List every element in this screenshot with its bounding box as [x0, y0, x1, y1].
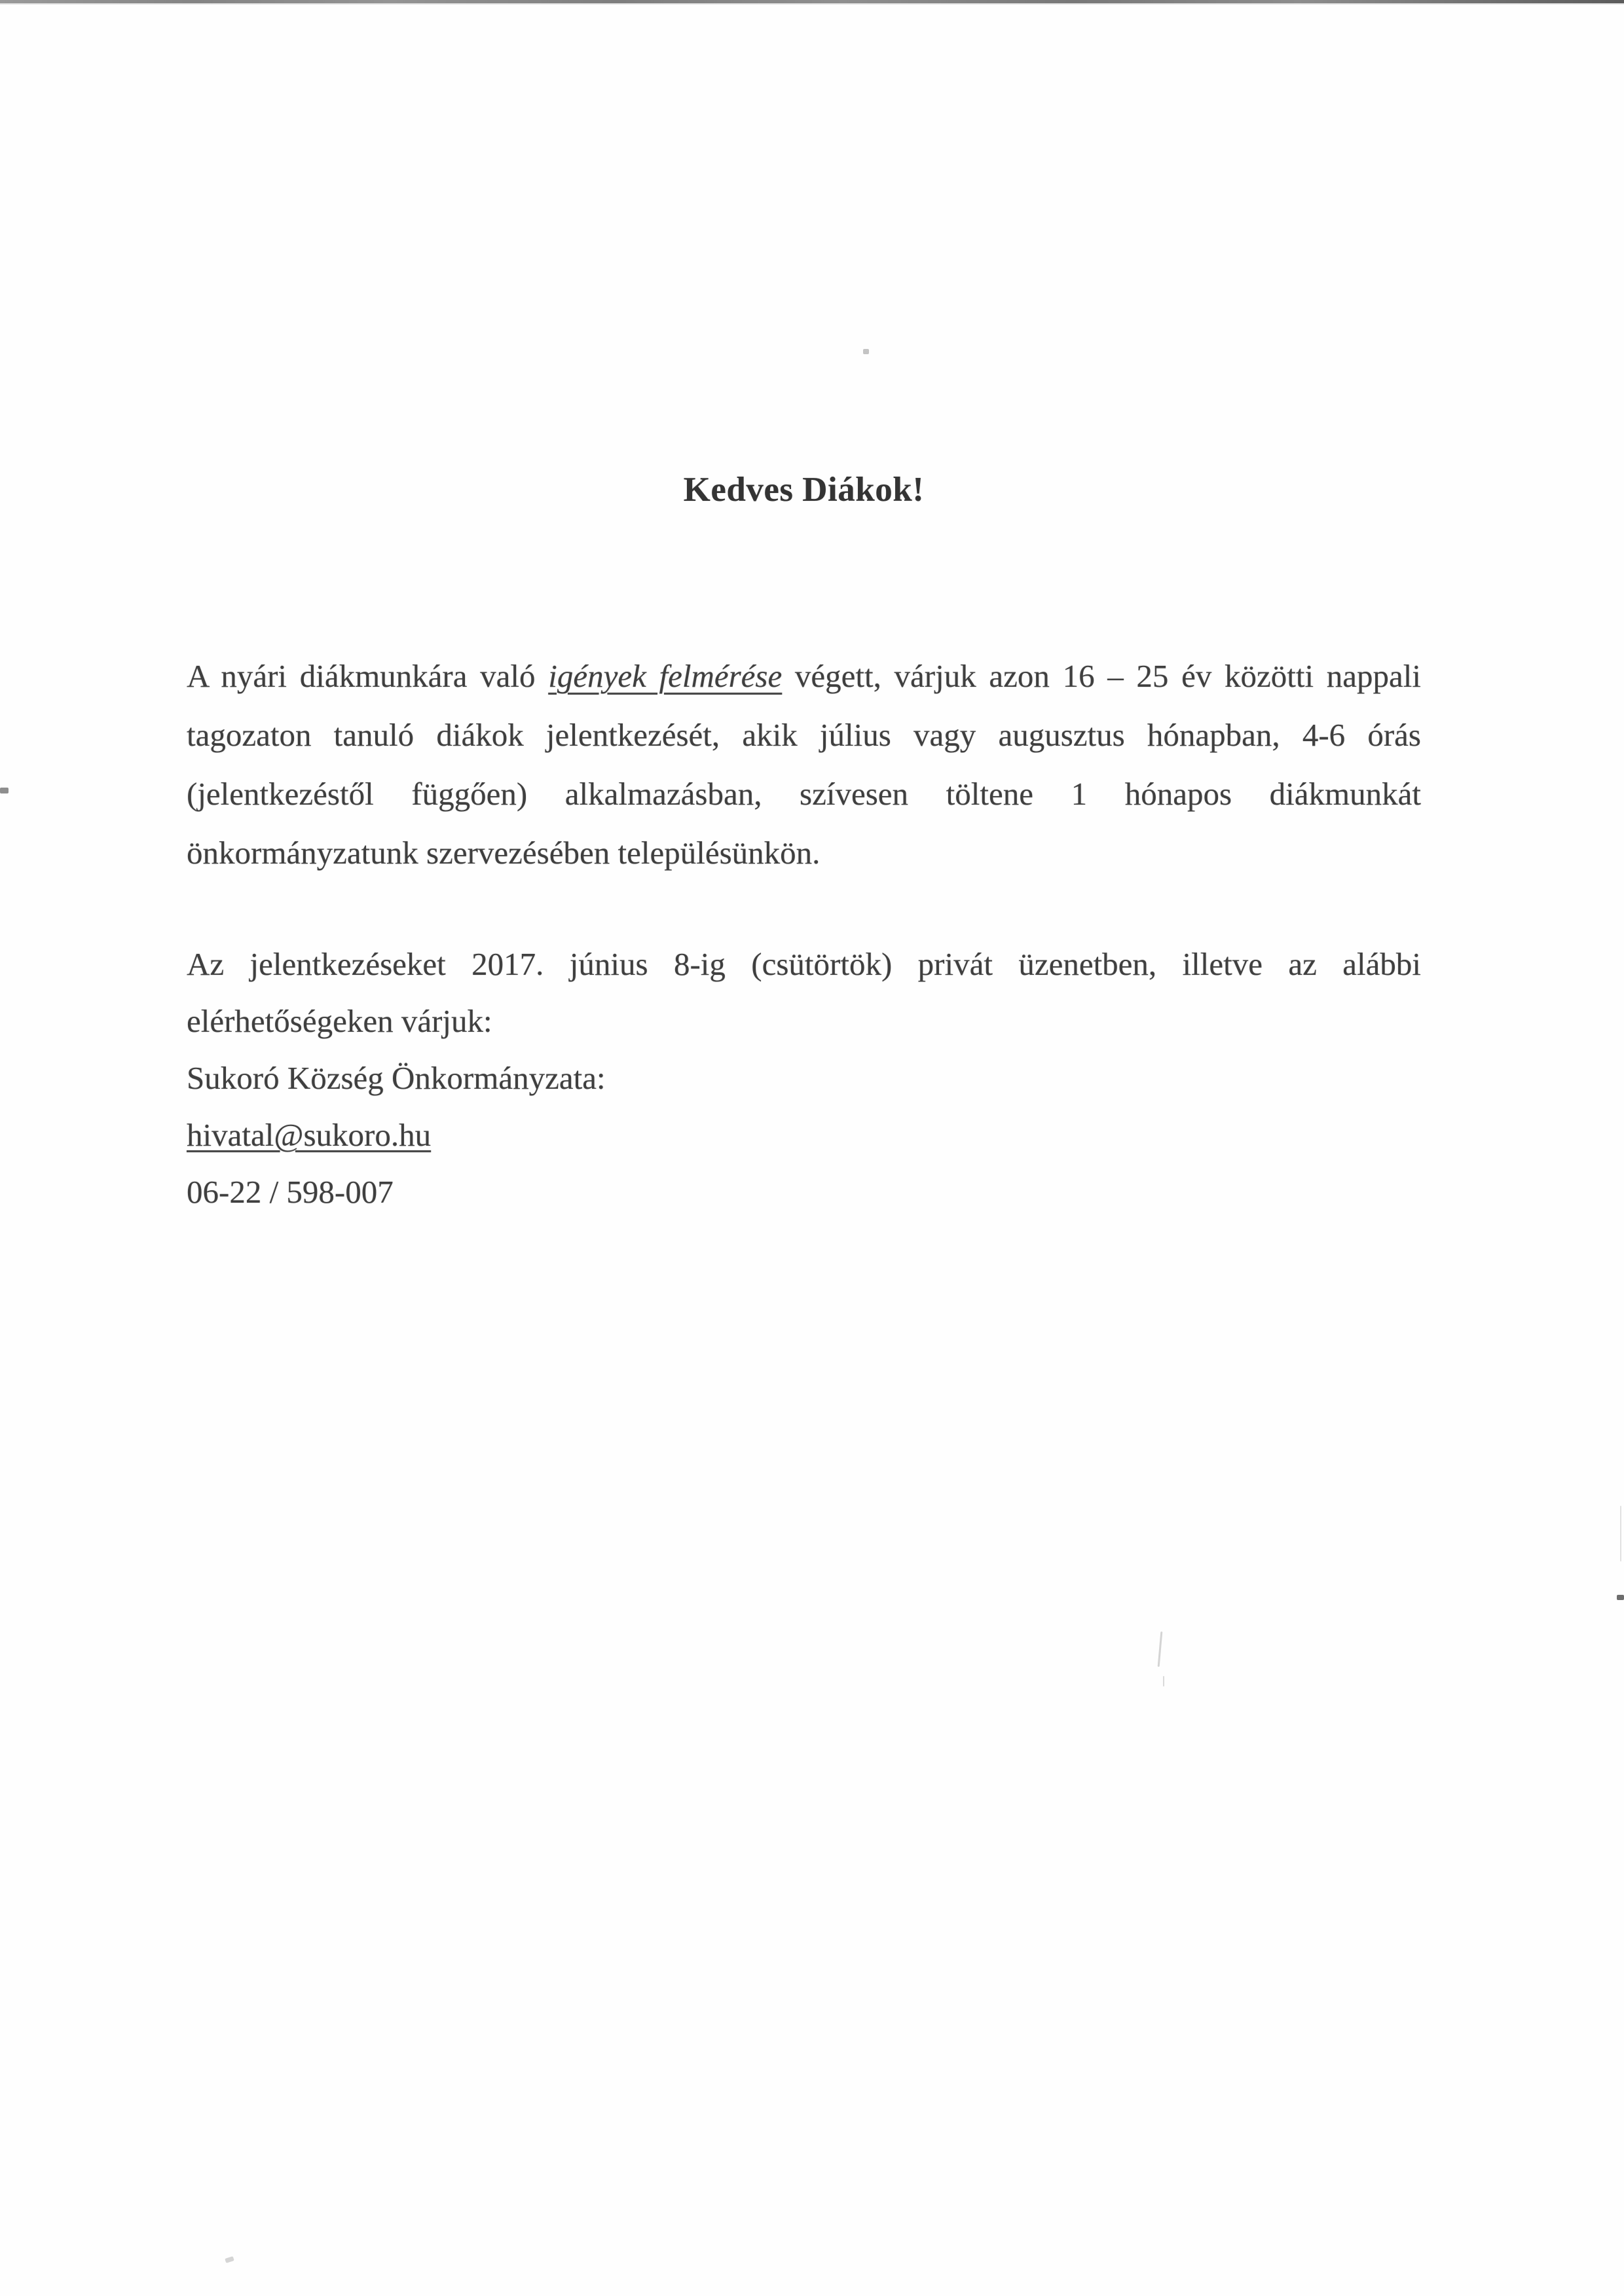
paragraph-intro-line-3: (jelentkezéstől függően) alkalmazásban, szívesen töltene 1 hónapos diákmunkát [187, 776, 1421, 812]
scan-scratch-artifact [1158, 1631, 1163, 1667]
intro-line1-emphasis: igények felmérése [548, 658, 783, 694]
intro-line1-post: végett, várjuk azon 16 – 25 év közötti nappali [782, 658, 1421, 694]
paragraph-contact-line-1: Az jelentkezéseket 2017. június 8-ig (csütörtök) privát üzenetben, illetve az alábbi [187, 946, 1421, 982]
organization-name: Sukoró Község Önkormányzata: [187, 1060, 606, 1096]
scan-speck-artifact [1617, 1595, 1624, 1600]
scan-top-edge-artifact [0, 0, 1624, 5]
scan-scratch-artifact [1163, 1676, 1164, 1686]
paragraph-contact [187, 944, 1421, 1229]
paragraph-intro-line-1 [187, 656, 1421, 715]
scan-speck-artifact [0, 788, 9, 793]
contact-phone: 06-22 / 598-007 [187, 1174, 394, 1210]
paragraph-intro-line-4: önkormányzatunk szervezésében településünkön. [187, 835, 821, 871]
scan-scratch-artifact [1620, 1506, 1621, 1561]
paragraph-intro [187, 656, 1421, 892]
paragraph-contact-line-2: elérhetőségeken várjuk: [187, 1003, 492, 1039]
intro-line1-pre: A nyári diákmunkára való [187, 658, 549, 694]
paragraph-intro-line-2: tagozaton tanuló diákok jelentkezését, akik július vagy augusztus hónapban, 4-6 órás [187, 717, 1421, 753]
letter-title: Kedves Diákok! [683, 471, 925, 509]
scan-speck-artifact [225, 2256, 234, 2263]
scan-speck-artifact [863, 349, 869, 354]
contact-email: hivatal@sukoro.hu [187, 1117, 432, 1153]
